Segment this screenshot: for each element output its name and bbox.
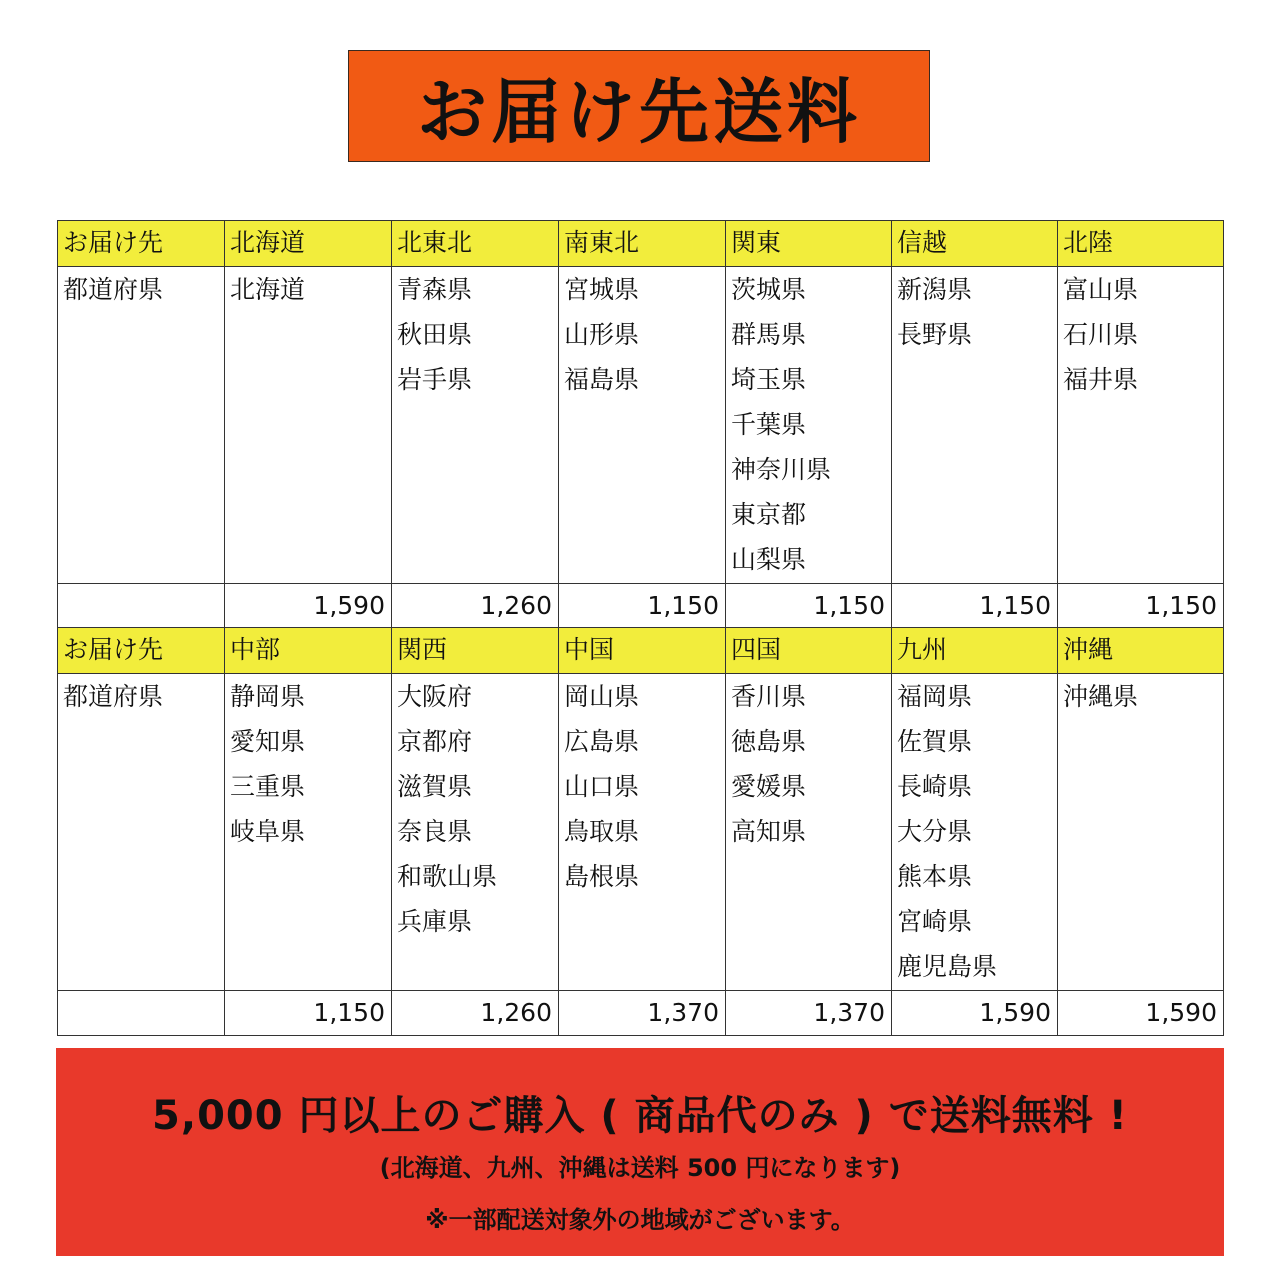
header-cell: 北海道 xyxy=(225,221,392,267)
prefecture-label: 都道府県 xyxy=(58,267,225,584)
header-cell: 関西 xyxy=(392,628,559,674)
prefecture-name: 愛知県 xyxy=(230,727,306,756)
fee-cell: 1,590 xyxy=(225,584,392,629)
prefecture-list xyxy=(726,674,892,991)
remote-area-note: (北海道、九州、沖縄は送料 500 円になります) xyxy=(379,1154,901,1182)
prefecture-name: 岡山県 xyxy=(564,682,640,711)
prefecture-name: 山梨県 xyxy=(731,545,807,574)
prefecture-name: 茨城県 xyxy=(731,275,807,304)
prefecture-name: 福島県 xyxy=(564,365,640,394)
fee-label-empty xyxy=(58,584,225,629)
fee-cell: 1,150 xyxy=(225,991,392,1036)
page-title-banner xyxy=(348,50,930,162)
excluded-area-note: ※一部配送対象外の地域がございます。 xyxy=(425,1206,855,1234)
prefecture-list xyxy=(392,267,559,584)
prefecture-list xyxy=(726,267,892,584)
prefecture-list xyxy=(1058,674,1224,991)
fee-cell: 1,260 xyxy=(392,991,559,1036)
prefecture-name: 静岡県 xyxy=(230,682,306,711)
header-cell: 中部 xyxy=(225,628,392,674)
prefecture-name: 神奈川県 xyxy=(731,455,832,484)
prefecture-name: 群馬県 xyxy=(731,320,807,349)
prefecture-name: 滋賀県 xyxy=(397,772,473,801)
prefecture-name: 埼玉県 xyxy=(731,365,807,394)
prefecture-name: 沖縄県 xyxy=(1063,682,1139,711)
prefecture-name: 富山県 xyxy=(1063,275,1139,304)
prefecture-name: 石川県 xyxy=(1063,320,1139,349)
prefecture-name: 三重県 xyxy=(230,772,306,801)
free-shipping-banner xyxy=(56,1048,1224,1256)
prefecture-list xyxy=(1058,267,1224,584)
page-title: お届け先送料 xyxy=(417,70,861,153)
header-cell: 九州 xyxy=(892,628,1058,674)
prefecture-name: 兵庫県 xyxy=(397,907,473,936)
fee-cell: 1,370 xyxy=(559,991,726,1036)
prefecture-list xyxy=(225,674,392,991)
header-cell: 北東北 xyxy=(392,221,559,267)
free-shipping-headline: 5,000 円以上のご購入 ( 商品代のみ ) で送料無料 ! xyxy=(152,1093,1128,1139)
fee-cell: 1,260 xyxy=(392,584,559,629)
shipping-table-east xyxy=(57,220,1224,629)
header-cell: 信越 xyxy=(892,221,1058,267)
header-cell: 関東 xyxy=(726,221,892,267)
prefecture-name: 山口県 xyxy=(564,772,640,801)
prefecture-name: 秋田県 xyxy=(397,320,473,349)
prefecture-name: 大分県 xyxy=(897,817,973,846)
prefecture-name: 鹿児島県 xyxy=(897,952,998,981)
shipping-table-west xyxy=(57,627,1224,1036)
header-cell: お届け先 xyxy=(58,221,225,267)
prefecture-name: 宮城県 xyxy=(564,275,640,304)
prefecture-label: 都道府県 xyxy=(58,674,225,991)
prefecture-name: 千葉県 xyxy=(731,410,807,439)
prefecture-name: 京都府 xyxy=(397,727,473,756)
fee-cell: 1,150 xyxy=(726,584,892,629)
prefecture-list xyxy=(392,674,559,991)
prefecture-name: 青森県 xyxy=(397,275,473,304)
prefecture-name: 熊本県 xyxy=(897,862,973,891)
prefecture-name: 奈良県 xyxy=(397,817,473,846)
prefecture-name: 佐賀県 xyxy=(897,727,973,756)
prefecture-name: 長野県 xyxy=(897,320,973,349)
prefecture-name: 愛媛県 xyxy=(731,772,807,801)
prefecture-name: 徳島県 xyxy=(731,727,807,756)
prefecture-list xyxy=(225,267,392,584)
table-header-row xyxy=(58,628,1224,674)
header-cell: 四国 xyxy=(726,628,892,674)
prefecture-name: 島根県 xyxy=(564,862,640,891)
fee-cell: 1,150 xyxy=(559,584,726,629)
prefecture-list xyxy=(559,674,726,991)
prefecture-name: 広島県 xyxy=(564,727,640,756)
prefecture-name: 鳥取県 xyxy=(564,817,640,846)
prefecture-name: 福井県 xyxy=(1063,365,1139,394)
header-cell: 北陸 xyxy=(1058,221,1224,267)
fee-cell: 1,370 xyxy=(726,991,892,1036)
prefecture-list xyxy=(892,267,1058,584)
header-cell: 南東北 xyxy=(559,221,726,267)
fee-label-empty xyxy=(58,991,225,1036)
prefecture-name: 高知県 xyxy=(731,817,807,846)
prefecture-name: 宮崎県 xyxy=(897,907,973,936)
prefecture-name: 北海道 xyxy=(230,275,306,304)
prefecture-name: 和歌山県 xyxy=(397,862,498,891)
prefecture-name: 長崎県 xyxy=(897,772,973,801)
fee-row xyxy=(58,991,1224,1036)
prefecture-row xyxy=(58,674,1224,991)
header-cell: お届け先 xyxy=(58,628,225,674)
fee-cell: 1,150 xyxy=(892,584,1058,629)
fee-cell: 1,590 xyxy=(892,991,1058,1036)
prefecture-name: 大阪府 xyxy=(397,682,473,711)
prefecture-row xyxy=(58,267,1224,584)
header-cell: 中国 xyxy=(559,628,726,674)
table-header-row xyxy=(58,221,1224,267)
fee-cell: 1,590 xyxy=(1058,991,1224,1036)
fee-cell: 1,150 xyxy=(1058,584,1224,629)
header-cell: 沖縄 xyxy=(1058,628,1224,674)
prefecture-name: 岩手県 xyxy=(397,365,473,394)
prefecture-name: 東京都 xyxy=(731,500,807,529)
prefecture-list xyxy=(892,674,1058,991)
prefecture-name: 山形県 xyxy=(564,320,640,349)
prefecture-name: 新潟県 xyxy=(897,275,973,304)
prefecture-name: 岐阜県 xyxy=(230,817,306,846)
prefecture-list xyxy=(559,267,726,584)
prefecture-name: 香川県 xyxy=(731,682,807,711)
fee-row xyxy=(58,584,1224,629)
prefecture-name: 福岡県 xyxy=(897,682,973,711)
